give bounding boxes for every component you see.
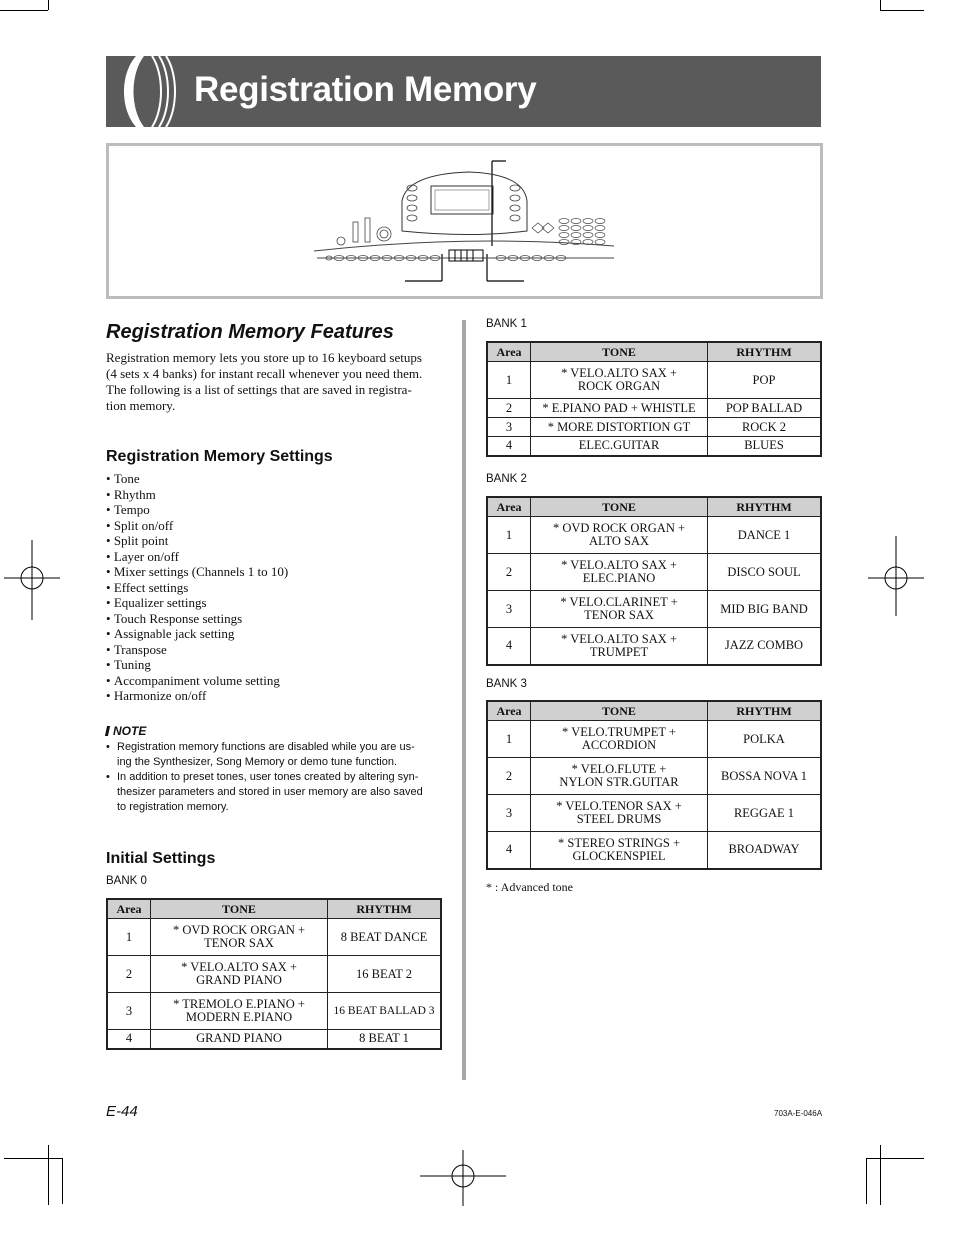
rhythm-cell: POP BALLAD <box>708 399 822 418</box>
tone-cell <box>531 795 708 832</box>
area-cell: 3 <box>487 418 531 437</box>
table-row <box>487 418 821 437</box>
table-row <box>107 956 441 993</box>
area-header: Area <box>107 899 151 919</box>
crop-mark-tl-h <box>0 10 48 11</box>
bank-3-label: BANK 3 <box>486 678 527 690</box>
area-cell: 1 <box>487 721 531 758</box>
rhythm-header: RHYTHM <box>708 342 822 362</box>
rhythm-cell: 8 BEAT 1 <box>328 1030 442 1049</box>
tone-line: * VELO.FLUTE + <box>571 762 667 776</box>
table-row <box>487 362 821 399</box>
crop-mark-tr-v <box>880 0 881 10</box>
table-row <box>487 795 821 832</box>
list-item: • Split on/off <box>106 518 288 534</box>
tone-line: TENOR SAX <box>584 608 654 622</box>
rhythm-header: RHYTHM <box>708 701 822 721</box>
list-item: • Mixer settings (Channels 1 to 10) <box>106 564 288 580</box>
crop-mark-tl-v <box>48 0 49 10</box>
rhythm-cell: POLKA <box>708 721 822 758</box>
tone-header: TONE <box>151 899 328 919</box>
area-cell: 4 <box>487 832 531 869</box>
bank-1-table <box>486 341 822 457</box>
tone-line: MODERN E.PIANO <box>185 1010 293 1024</box>
area-cell: 2 <box>487 399 531 418</box>
registration-target-left <box>4 540 60 620</box>
tone-line: ELEC.GUITAR <box>578 438 660 453</box>
tone-cell <box>151 993 328 1030</box>
registration-target-bottom <box>420 1150 506 1206</box>
note-line: thesizer parameters and stored in user memory are also saved <box>117 786 423 798</box>
tone-line: * TREMOLO E.PIANO + <box>173 997 305 1011</box>
settings-list <box>106 471 288 704</box>
rhythm-cell: POP <box>708 362 822 399</box>
tone-line: * VELO.CLARINET + <box>560 595 678 609</box>
rhythm-cell: 16 BEAT BALLAD 3 <box>328 993 442 1030</box>
registration-target-right <box>868 536 924 616</box>
tone-cell <box>531 628 708 665</box>
list-item: • Harmonize on/off <box>106 688 288 704</box>
area-cell: 1 <box>487 517 531 554</box>
tone-line: * VELO.ALTO SAX + <box>181 960 297 974</box>
rhythm-cell: REGGAE 1 <box>708 795 822 832</box>
page-title: Registration Memory <box>194 70 537 109</box>
list-item: • Transpose <box>106 642 288 658</box>
document-code: 703A-E-046A <box>774 1109 823 1118</box>
rhythm-cell: 8 BEAT DANCE <box>328 919 442 956</box>
tone-cell <box>531 758 708 795</box>
tone-header: TONE <box>531 497 708 517</box>
list-item: • Effect settings <box>106 580 288 596</box>
area-header: Area <box>487 342 531 362</box>
area-cell: 2 <box>487 554 531 591</box>
note-marker-icon <box>105 726 110 736</box>
crop-mark-bl-h <box>4 1158 62 1159</box>
crop-mark-bl-v2 <box>62 1158 63 1204</box>
list-item: • Split point <box>106 533 288 549</box>
rhythm-cell: 16 BEAT 2 <box>328 956 442 993</box>
list-item: • Rhythm <box>106 487 288 503</box>
rhythm-cell: DISCO SOUL <box>708 554 822 591</box>
list-item: • Accompaniment volume setting <box>106 673 288 689</box>
crop-mark-tr-h <box>880 10 924 11</box>
rhythm-header: RHYTHM <box>708 497 822 517</box>
tone-line: ELEC.PIANO <box>582 571 656 585</box>
list-item: • Touch Response settings <box>106 611 288 627</box>
tone-line: * VELO.ALTO SAX + <box>561 366 677 380</box>
list-item: • Tempo <box>106 502 288 518</box>
note-item <box>106 740 446 770</box>
list-item: • Tuning <box>106 657 288 673</box>
tone-line: * MORE DISTORTION GT <box>547 419 691 434</box>
list-item: • Equalizer settings <box>106 595 288 611</box>
bank-1-label: BANK 1 <box>486 318 527 330</box>
note-line: • Registration memory functions are disabled while you are us- <box>117 741 415 753</box>
list-item: • Assignable jack setting <box>106 626 288 642</box>
crop-mark-bl-v1 <box>48 1145 49 1205</box>
note-heading <box>106 724 146 738</box>
tone-line: ROCK ORGAN <box>577 379 661 393</box>
rhythm-cell: ROCK 2 <box>708 418 822 437</box>
features-heading: Registration Memory Features <box>106 321 394 343</box>
area-cell: 1 <box>107 919 151 956</box>
crop-mark-br-h <box>866 1158 924 1159</box>
area-cell: 4 <box>107 1030 151 1049</box>
rhythm-cell: BOSSA NOVA 1 <box>708 758 822 795</box>
tone-line: NYLON STR.GUITAR <box>559 775 679 789</box>
tone-line: STEEL DRUMS <box>576 812 662 826</box>
table-row <box>107 1030 441 1049</box>
tone-cell <box>531 721 708 758</box>
list-item: • Layer on/off <box>106 549 288 565</box>
tone-line: GRAND PIANO <box>196 1031 282 1046</box>
table-row <box>487 721 821 758</box>
tone-line: ACCORDION <box>581 738 657 752</box>
column-divider <box>462 320 466 1080</box>
bank-2-table <box>486 496 822 666</box>
tone-cell <box>151 1030 328 1049</box>
intro-line: (4 sets x 4 banks) for instant recall whenever you need them. <box>106 366 423 381</box>
initial-settings-heading: Initial Settings <box>106 850 216 867</box>
bank-0-table <box>106 898 442 1050</box>
tone-line: GLOCKENSPIEL <box>572 848 666 863</box>
bank-3-table <box>486 700 822 870</box>
note-line: • In addition to preset tones, user tones created by altering syn- <box>117 771 419 783</box>
tone-cell <box>531 437 708 456</box>
table-row <box>487 517 821 554</box>
crop-mark-br-v1 <box>880 1145 881 1205</box>
rhythm-cell: BROADWAY <box>708 832 822 869</box>
table-row <box>487 628 821 665</box>
area-header: Area <box>487 701 531 721</box>
note-title: NOTE <box>113 724 147 738</box>
tone-line: GRAND PIANO <box>196 973 282 987</box>
intro-line: tion memory. <box>106 398 176 413</box>
area-cell: 2 <box>107 956 151 993</box>
tone-line: * VELO.TRUMPET + <box>562 725 676 739</box>
area-cell: 1 <box>487 362 531 399</box>
features-intro <box>106 350 446 414</box>
keyboard-panel-illustration <box>106 143 823 299</box>
settings-heading: Registration Memory Settings <box>106 448 333 465</box>
tone-line: * OVD ROCK ORGAN + <box>552 521 686 535</box>
footnote: * : Advanced tone <box>486 880 573 894</box>
crop-mark-br-v2 <box>866 1158 867 1204</box>
table-row <box>487 554 821 591</box>
area-cell: 4 <box>487 628 531 665</box>
area-cell: 4 <box>487 437 531 456</box>
tone-cell <box>531 591 708 628</box>
tone-line: * E.PIANO PAD + WHISTLE <box>542 400 696 415</box>
rhythm-cell: BLUES <box>708 437 822 456</box>
tone-line: * VELO.ALTO SAX + <box>561 631 677 646</box>
chapter-header <box>106 56 821 127</box>
tone-line: * STEREO STRINGS + <box>558 835 680 850</box>
table-row <box>487 832 821 869</box>
tone-cell <box>531 399 708 418</box>
tone-cell <box>531 418 708 437</box>
tone-line: TENOR SAX <box>204 936 274 950</box>
table-row <box>487 437 821 456</box>
rhythm-header: RHYTHM <box>328 899 442 919</box>
note-line: ing the Synthesizer, Song Memory or demo tune function. <box>117 756 398 768</box>
keyboard-panel-drawing <box>109 146 820 296</box>
list-item: • Tone <box>106 471 288 487</box>
tone-cell <box>531 554 708 591</box>
bank-0-label: BANK 0 <box>106 875 147 887</box>
tone-header: TONE <box>531 701 708 721</box>
note-line: to registration memory. <box>117 801 229 813</box>
area-cell: 3 <box>487 591 531 628</box>
table-row <box>487 399 821 418</box>
page-number: E-44 <box>106 1103 138 1120</box>
note-list <box>106 740 446 815</box>
tone-cell <box>531 832 708 869</box>
note-item <box>106 770 446 815</box>
area-cell: 3 <box>107 993 151 1030</box>
tone-line: * VELO.TENOR SAX + <box>556 799 682 813</box>
tone-header: TONE <box>531 342 708 362</box>
tone-line: * OVD ROCK ORGAN + <box>172 923 306 937</box>
table-row <box>487 591 821 628</box>
tone-line: TRUMPET <box>589 644 649 659</box>
area-cell: 3 <box>487 795 531 832</box>
tone-cell <box>151 919 328 956</box>
rhythm-cell: DANCE 1 <box>708 517 822 554</box>
rhythm-cell: MID BIG BAND <box>708 591 822 628</box>
table-row <box>487 758 821 795</box>
tone-line: * VELO.ALTO SAX + <box>561 558 677 572</box>
area-cell: 2 <box>487 758 531 795</box>
tone-line: ALTO SAX <box>588 534 650 548</box>
intro-line: The following is a list of settings that are saved in registra- <box>106 382 412 397</box>
table-row <box>107 919 441 956</box>
area-header: Area <box>487 497 531 517</box>
table-row <box>107 993 441 1030</box>
tone-cell <box>531 362 708 399</box>
bank-2-label: BANK 2 <box>486 473 527 485</box>
rhythm-cell: JAZZ COMBO <box>708 628 822 665</box>
tone-cell <box>151 956 328 993</box>
header-bracket-icon <box>114 56 184 127</box>
tone-cell <box>531 517 708 554</box>
intro-line: Registration memory lets you store up to 16 keyboard setups <box>106 350 422 365</box>
